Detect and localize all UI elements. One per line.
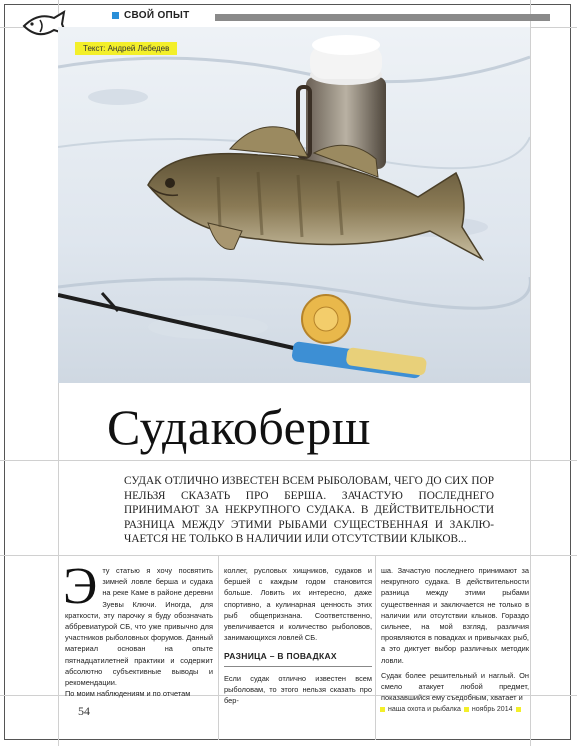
article-lead: СУДАК ОТЛИЧНО ИЗВЕСТЕН ВСЕМ РЫБОЛОВАМ, ЧЕГО ДО СИХ ПОР НЕЛЬЗЯ СКАЗАТЬ ПРО БЕРША. ЗАЧАСТУЮ ПОСЛЕДНЕГО ПРИНИМАЮТ ЗА НЕКРУПНОГО СУДАКА. В ДЕЙСТВИТЕЛЬНОСТИ РАЗНИЦА МЕЖДУ ЭТИМИ РЫБАМИ СУЩЕСТВЕННАЯ И ЗАКЛЮ- ЧАЕТСЯ НЕ ТОЛЬКО В НАЛИЧИИ ИЛИ ОТСУТСТВИИ КЛЫКОВ... — [124, 475, 494, 546]
guide-line — [530, 0, 531, 746]
subheading: РАЗНИЦА – В ПОВАДКАХ — [224, 651, 372, 666]
section-tab — [112, 10, 190, 21]
paragraph: ту статью я хочу посвятить зимней ловле берша и судака на реке Каме в районе деревни Зуевы Ключи. Иногда, для краткости, эту парочку я буду обозначать аббревиатурой СБ, что уже привычно для участников рыболовных форумов. Данный материал основан на опыте пятнадцатилетней практики и содержит абсолютно субъективные выводы и рекомендации. — [65, 566, 213, 688]
article-title: Судакоберш — [107, 399, 371, 455]
column-divider — [375, 555, 376, 740]
text-column-3 — [381, 565, 529, 703]
paragraph: Если судак отлично известен всем рыболовам, то этого нельзя сказать про бер- — [224, 673, 372, 706]
column-divider — [218, 555, 219, 740]
footer-dot-icon — [380, 707, 385, 712]
article-photo — [58, 27, 530, 383]
author-badge: Текст: Андрей Лебедев — [75, 42, 177, 55]
paragraph: коллег, русловых хищников, судаков и бершей с каждым годом становится больше. Ловить их интересно, даже спортивно, а кулинарная ценность этих рыб общепризнана. Соответственно, увеличивается и количество рыболовов, занимающихся ловлей СБ. — [224, 566, 372, 643]
guide-line — [0, 555, 577, 556]
paragraph: Судак более решительный и наглый. Он смело атакует любой предмет, показавшийся ему съедобным, хватает и — [381, 670, 529, 703]
drop-cap: Э — [63, 558, 98, 615]
fish-on-ice-photo — [58, 27, 530, 383]
guide-line — [0, 460, 577, 461]
footer-dot-icon — [464, 707, 469, 712]
page-number: 54 — [78, 704, 90, 718]
issue-date: ноябрь 2014 — [471, 706, 513, 713]
text-column-2 — [224, 565, 372, 706]
section-label: СВОЙ ОПЫТ — [124, 10, 190, 21]
header-bar — [215, 14, 550, 21]
text-column-1 — [63, 558, 213, 699]
paragraph: ша. Зачастую последнего принимают за некрупного судака. В действительности разница между этими рыбами существенная и заключается не только в наличии или отсутствии клыков. Гораздо сильнее, на мой взгляд, различия проявляются в повадках и привычках рыб, а это диктует выбор различных методик ловли. — [381, 566, 529, 665]
paragraph: По моим наблюдениям и по отчетам — [65, 689, 191, 699]
magazine-name: наша охота и рыбалка — [388, 706, 461, 713]
section-square-icon — [112, 12, 119, 19]
footer-strip — [380, 706, 521, 713]
footer-dot-icon — [516, 707, 521, 712]
